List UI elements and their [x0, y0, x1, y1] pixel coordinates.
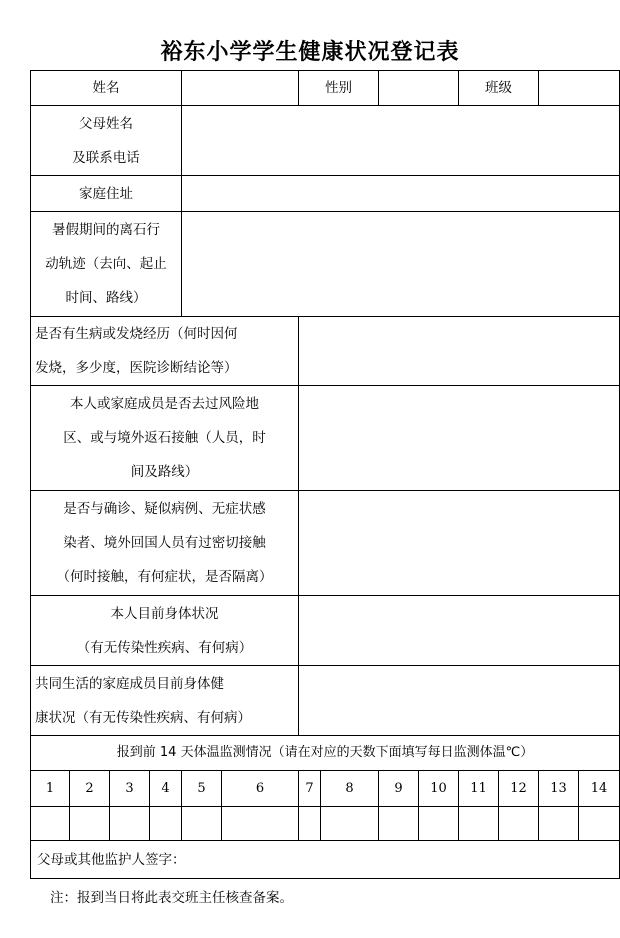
address-field[interactable]: [182, 176, 620, 212]
page-title: 裕东小学学生健康状况登记表: [160, 40, 460, 65]
temperature-cell[interactable]: [110, 807, 150, 841]
self-health-label: 本人目前身体状况 （有无传染性疾病、有何病）: [31, 596, 299, 666]
temperature-cell[interactable]: [419, 807, 459, 841]
risk-area-label: 本人或家庭成员是否去过风险地 区、或与境外返石接触（人员，时 间及路线）: [31, 386, 299, 491]
class-field[interactable]: [539, 71, 620, 106]
temperature-cell[interactable]: [379, 807, 419, 841]
name-label: 姓名: [31, 71, 182, 106]
day-number: 2: [70, 771, 110, 807]
day-number: 3: [110, 771, 150, 807]
day-number: 1: [31, 771, 70, 807]
day-number: 9: [379, 771, 419, 807]
gender-field[interactable]: [379, 71, 459, 106]
footer-note: 注：报到当日将此表交班主任核查备案。: [50, 890, 293, 906]
day-number: 5: [182, 771, 222, 807]
day-number: 13: [539, 771, 579, 807]
name-field[interactable]: [182, 71, 299, 106]
temperature-cell[interactable]: [150, 807, 182, 841]
temperature-cell[interactable]: [539, 807, 579, 841]
temperature-cell[interactable]: [499, 807, 539, 841]
temperature-cell[interactable]: [299, 807, 321, 841]
close-contact-field[interactable]: [299, 491, 620, 596]
day-number: 11: [459, 771, 499, 807]
temperature-cell[interactable]: [321, 807, 379, 841]
illness-field[interactable]: [299, 317, 620, 386]
parents-field[interactable]: [182, 106, 620, 176]
class-label: 班级: [459, 71, 539, 106]
address-label: 家庭住址: [31, 176, 182, 212]
risk-area-field[interactable]: [299, 386, 620, 491]
day-number: 8: [321, 771, 379, 807]
day-number: 12: [499, 771, 539, 807]
gender-label: 性别: [299, 71, 379, 106]
temperature-cell[interactable]: [31, 807, 70, 841]
family-health-field[interactable]: [299, 666, 620, 736]
day-number: 7: [299, 771, 321, 807]
travel-field[interactable]: [182, 212, 620, 317]
day-number: 10: [419, 771, 459, 807]
family-health-label: 共同生活的家庭成员目前身体健 康状况（有无传染性疾病、有何病）: [31, 666, 299, 736]
day-number: 4: [150, 771, 182, 807]
temperature-cell[interactable]: [70, 807, 110, 841]
temperature-cell[interactable]: [182, 807, 222, 841]
parents-label: 父母姓名 及联系电话: [31, 106, 182, 176]
illness-label: 是否有生病或发烧经历（何时因何 发烧，多少度，医院诊断结论等）: [31, 317, 299, 386]
travel-label: 暑假期间的离石行 动轨迹（去向、起止 时间、路线）: [31, 212, 182, 317]
day-number: 6: [222, 771, 299, 807]
guardian-signature[interactable]: 父母或其他监护人签字：: [31, 841, 620, 879]
health-registration-form: [30, 70, 620, 879]
self-health-field[interactable]: [299, 596, 620, 666]
temperature-cell[interactable]: [459, 807, 499, 841]
day-number: 14: [579, 771, 620, 807]
temperature-heading: 报到前 14 天体温监测情况（请在对应的天数下面填写每日监测体温℃）: [31, 736, 620, 771]
temperature-cell[interactable]: [222, 807, 299, 841]
temperature-cell[interactable]: [579, 807, 620, 841]
close-contact-label: 是否与确诊、疑似病例、无症状感 染者、境外回国人员有过密切接触 （何时接触，有何症状，是否隔离）: [31, 491, 299, 596]
